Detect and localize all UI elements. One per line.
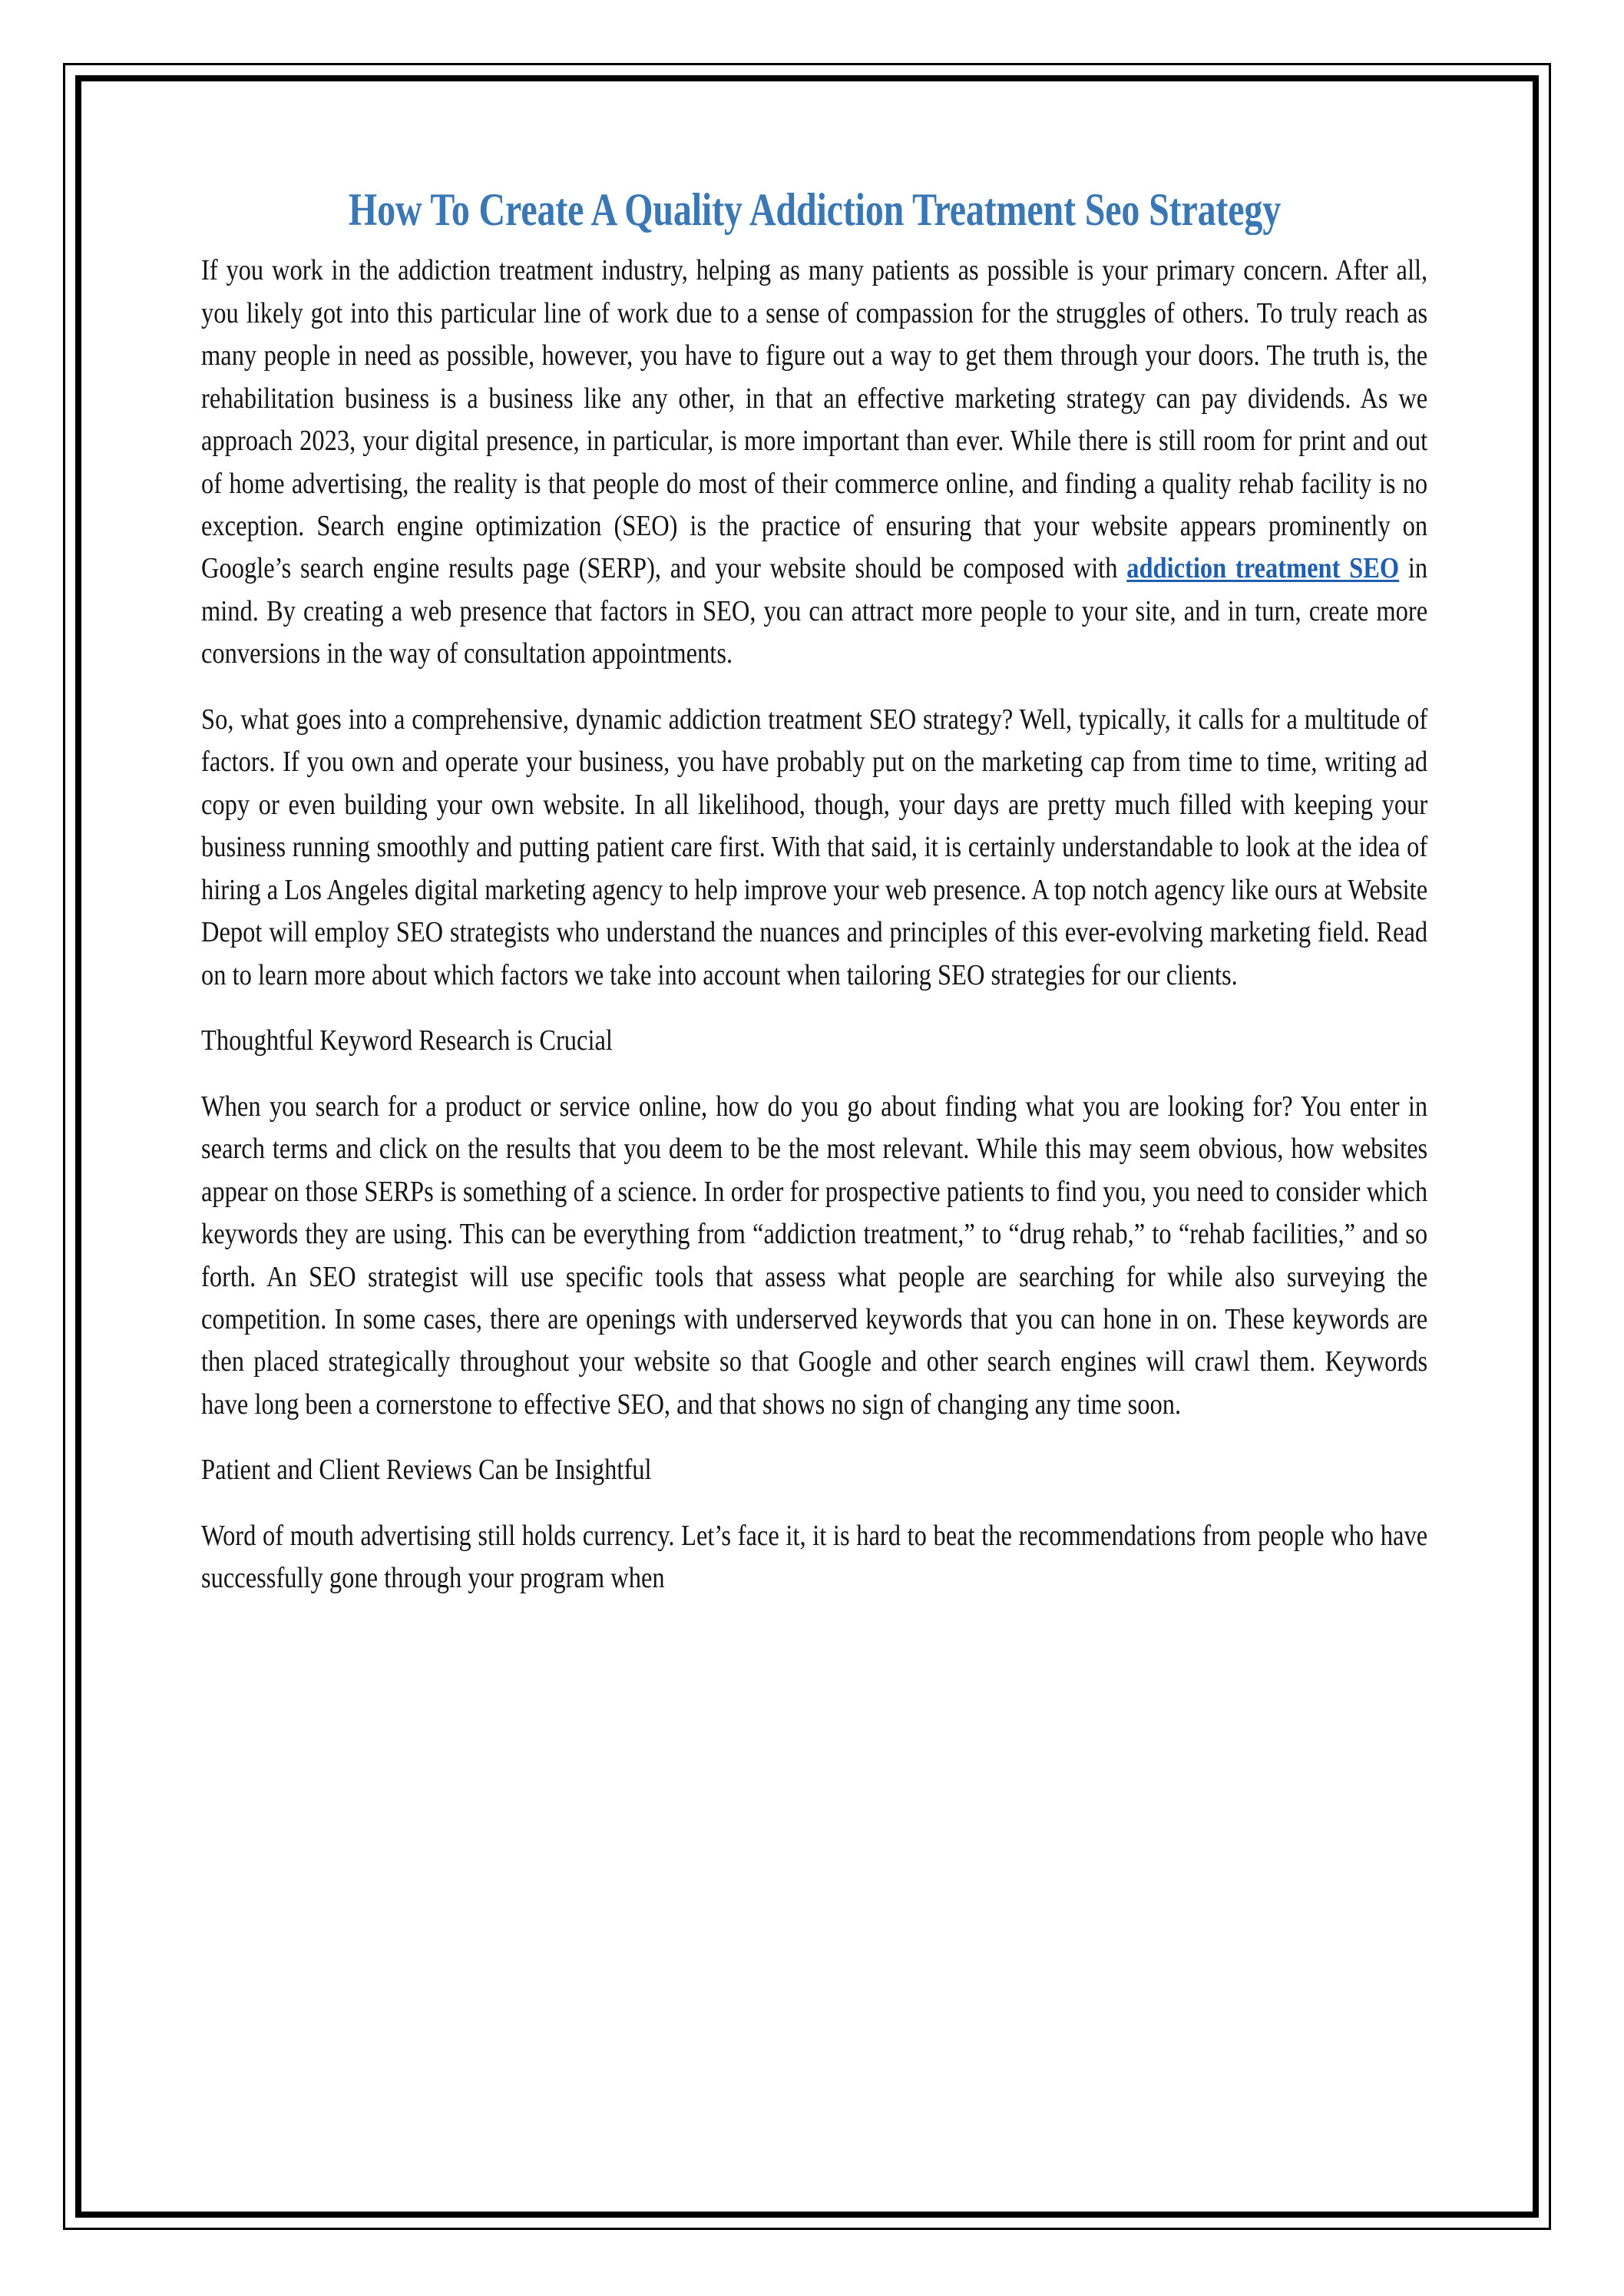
paragraph-intro-text-before-link: If you work in the addiction treatment industry, helping as many patients as possible is your primary concern. After all, you likely got into this particular line of work due to a sense of compassion for the struggles of others. To truly reach as many people in need as possible, however, you have to figure out a way to get them through your doors. The truth is, the rehabilitation business is a business like any other, in that an effective marketing strategy can pay dividends. As we approach 2023, your digital presence, in particular, is more important than ever. While there is still room for print and out of home advertising, the reality is that people do most of their commerce online, and finding a quality rehab facility is no exception. Search engine optimization (SEO) is the practice of ensuring that your website appears prominently on Google’s search engine results page (SERP), and your website should be composed with bbox=[201, 254, 1428, 585]
paragraph-strategy-overview: So, what goes into a comprehensive, dynamic addiction treatment SEO strategy? Well, typically, it calls for a multitude of factors. If you own and operate your business, you have probably put on the marketing cap from time to time, writing ad copy or even building your own website. In all likelihood, though, your days are pretty much filled with keeping your business running smoothly and putting patient care first. With that said, it is certainly understandable to look at the idea of hiring a Los Angeles digital marketing agency to help improve your web presence. A top notch agency like ours at Website Depot will employ SEO strategists who understand the nuances and principles of this ever-evolving marketing field. Read on to learn more about which factors we take into account when tailoring SEO strategies for our clients. bbox=[201, 703, 1428, 991]
section-heading-keyword-research: Thoughtful Keyword Research is Crucial bbox=[201, 1024, 613, 1057]
document-content bbox=[201, 184, 1428, 1600]
addiction-treatment-seo-link[interactable]: addiction treatment SEO bbox=[1126, 552, 1400, 585]
page-title: How To Create A Quality Addiction Treatment Seo Strategy bbox=[348, 184, 1282, 235]
paragraph-intro bbox=[201, 250, 1427, 676]
paragraph-keyword-research: When you search for a product or service online, how do you go about finding what you are looking for? You enter in search terms and click on the results that you deem to be the most relevant. While this may seem obvious, how websites appear on those SERPs is something of a science. In order for prospective patients to find you, you need to consider which keywords they are using. This can be everything from “addiction treatment,” to “drug rehab,” to “rehab facilities,” and so forth. An SEO strategist will use specific tools that assess what people are searching for while also surveying the competition. In some cases, there are openings with underserved keywords that you can hone in on. These keywords are then placed strategically throughout your website so that Google and other search engines will crawl them. Keywords have long been a cornerstone to effective SEO, and that shows no sign of changing any time soon. bbox=[201, 1090, 1428, 1421]
paragraph-intro-text-after-link: in mind. By creating a web presence that factors in SEO, you can attract more people to your site, and in turn, create more conversions in the way of consultation appointments. bbox=[201, 552, 1428, 670]
section-heading-reviews: Patient and Client Reviews Can be Insightful bbox=[201, 1454, 652, 1487]
paragraph-reviews: Word of mouth advertising still holds currency. Let’s face it, it is hard to beat the recommendations from people who have successfully gone through your program when bbox=[201, 1519, 1428, 1595]
